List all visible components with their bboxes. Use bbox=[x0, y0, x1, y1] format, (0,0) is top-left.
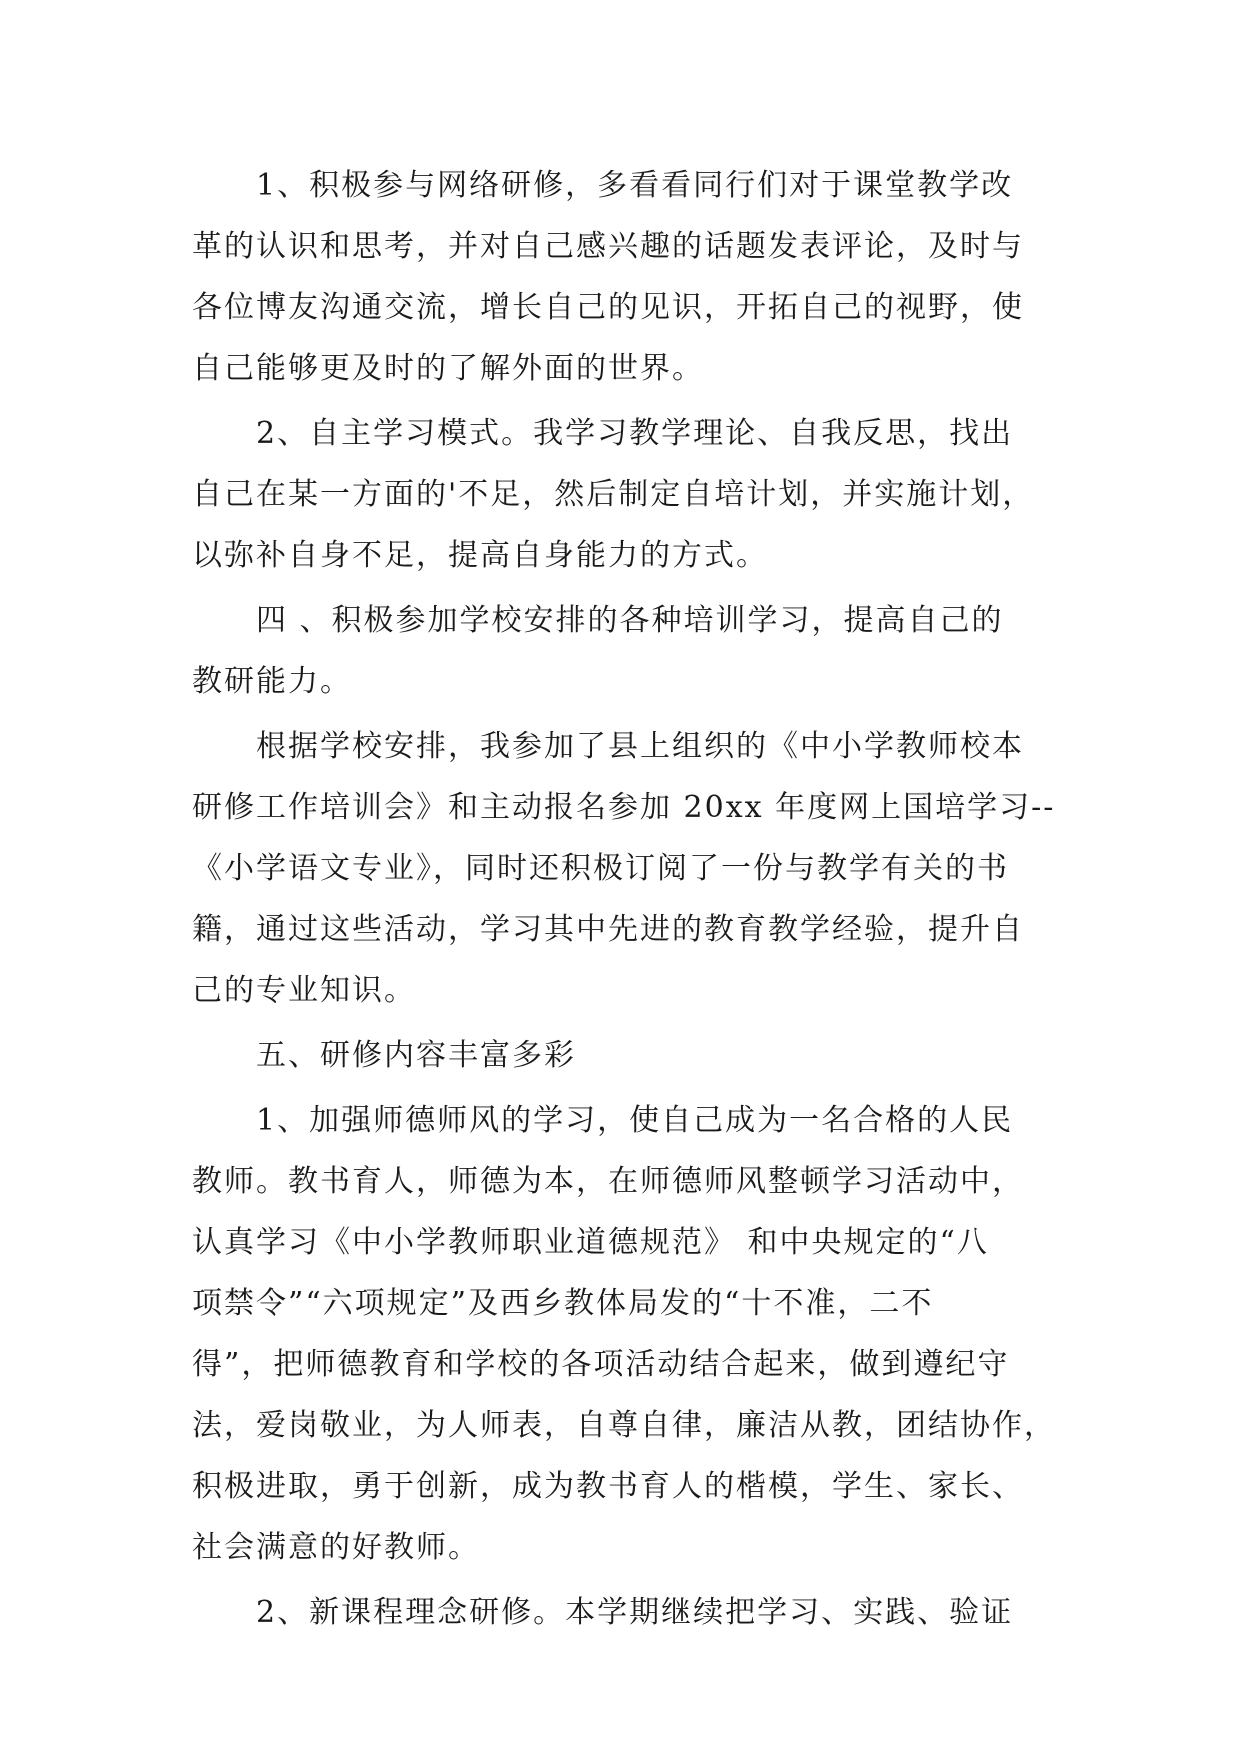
text-line: 四 、积极参加学校安排的各种培训学习，提高自己的 bbox=[256, 603, 1004, 638]
text-line: 法，爱岗敬业，为人师表，自尊自律，廉洁从教，团结协作， bbox=[192, 1408, 1056, 1443]
text-line: 项禁令”“六项规定”及西乡教体局发的“十不准，二不 bbox=[192, 1286, 934, 1321]
text-line: 《小学语文专业》，同时还积极订阅了一份与教学有关的书 bbox=[192, 851, 1009, 886]
text-line: 认真学习《中小学教师职业道德规范》 和中央规定的“八 bbox=[192, 1225, 989, 1260]
paragraph-online-study bbox=[192, 155, 1072, 399]
paragraph-self-study bbox=[192, 403, 1072, 586]
text-line: 自己能够更及时的了解外面的世界。 bbox=[192, 351, 704, 386]
text-line: 得”，把师德教育和学校的各项活动结合起来，做到遵纪守 bbox=[192, 1347, 1010, 1382]
text-line: 教师。教书育人，师德为本，在师德师风整顿学习活动中， bbox=[192, 1164, 1024, 1199]
text-line: 籍，通过这些活动，学习其中先进的教育教学经验，提升自 bbox=[192, 912, 1024, 947]
text-line: 1、加强师德师风的学习，使自己成为一名合格的人民 bbox=[256, 1103, 1014, 1138]
text-line: 自己在某一方面的'不足，然后制定自培计划，并实施计划， bbox=[192, 477, 1035, 512]
section-heading-five bbox=[192, 1025, 1072, 1086]
text-line: 五、研修内容丰富多彩 bbox=[256, 1038, 576, 1073]
paragraph-teacher-ethics bbox=[192, 1090, 1072, 1578]
text-line: 革的认识和思考，并对自己感兴趣的话题发表评论，及时与 bbox=[192, 229, 1024, 264]
text-line: 2、新课程理念研修。本学期继续把学习、实践、验证 bbox=[256, 1595, 1014, 1630]
paragraph-new-curriculum bbox=[192, 1582, 1072, 1643]
text-line: 研修工作培训会》和主动报名参加 20xx 年度网上国培学习-- bbox=[192, 790, 1056, 825]
text-line: 1、积极参与网络研修，多看看同行们对于课堂教学改 bbox=[256, 168, 1014, 203]
text-line: 积极进取，勇于创新，成为教书育人的楷模，学生、家长、 bbox=[192, 1469, 1024, 1504]
text-line: 2、自主学习模式。我学习教学理论、自我反思，找出 bbox=[256, 416, 1014, 451]
text-line: 根据学校安排，我参加了县上组织的《中小学教师校本 bbox=[256, 729, 1024, 764]
text-line: 己的专业知识。 bbox=[192, 973, 416, 1008]
text-line: 以弥补自身不足，提高自身能力的方式。 bbox=[192, 538, 768, 573]
text-line: 各位博友沟通交流，增长自己的见识，开拓自己的视野，使 bbox=[192, 290, 1024, 325]
section-heading-four bbox=[192, 590, 1072, 712]
text-line: 社会满意的好教师。 bbox=[192, 1530, 480, 1565]
text-line: 教研能力。 bbox=[192, 664, 352, 699]
document-body bbox=[192, 155, 1072, 1643]
paragraph-training bbox=[192, 716, 1072, 1021]
